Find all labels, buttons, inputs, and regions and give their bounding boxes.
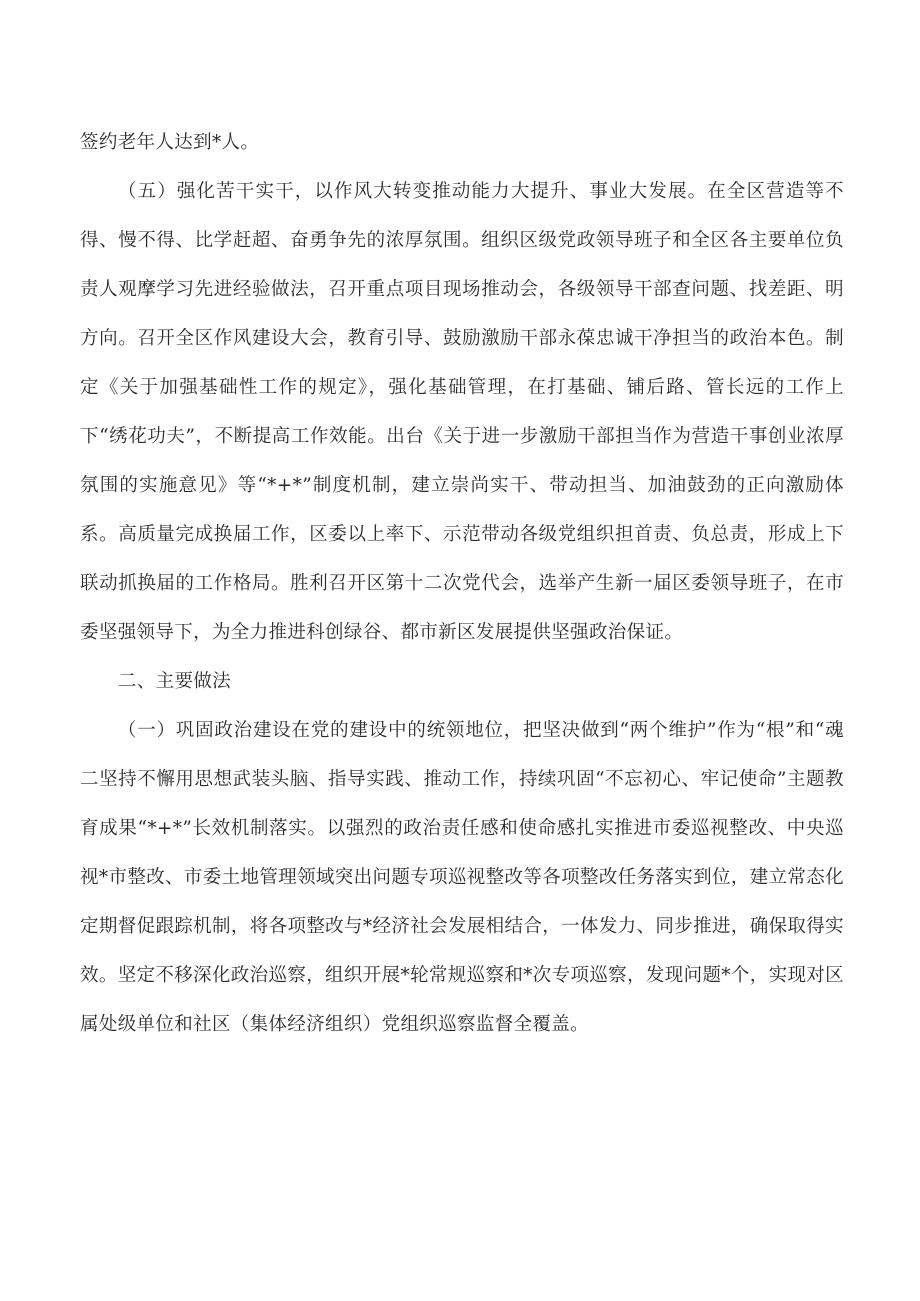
section-heading-main-practices: 二、主要做法 bbox=[117, 671, 232, 692]
document-body bbox=[80, 118, 844, 1049]
paragraph-continuation: 签约老年人达到*人。 bbox=[80, 132, 260, 153]
paragraph-section-five: （五）强化苦干实干，以作风大转变推动能力大提升、事业大发展。在全区营造等不得、慢不得、比学赶超、奋勇争先的浓厚氛围。组织区级党政领导班子和全区各主要单位负责人观摩学习先进经验做法，召开重点项目现场推动会，各级领导干部查问题、找差距、明方向。召开全区作风建设大会，教育引导、鼓励激励干部永葆忠诚干净担当的政治本色。制定《关于加强基础性工作的规定》，强化基础管理，在打基础、铺后路、管长远的工作上下“绣花功夫”，不断提高工作效能。出台《关于进一步激励干部担当作为营造干事创业浓厚氛围的实施意见》等“*+*”制度机制，建立崇尚实干、带动担当、加油鼓劲的正向激励体系。高质量完成换届工作，区委以上率下、示范带动各级党组织担首责、负总责，形成上下联动抓换届的工作格局。胜利召开区第十二次党代会，选举产生新一届区委领导班子，在市委坚强领导下，为全力推进科创绿谷、都市新区发展提供坚强政治保证。 bbox=[80, 181, 844, 643]
paragraph-section-one: （一）巩固政治建设在党的建设中的统领地位，把坚决做到“两个维护”作为“根”和“魂二坚持不懈用思想武装头脑、指导实践、推动工作，持续巩固“不忘初心、牢记使命”主题教育成果“*+*”长效机制落实。以强烈的政治责任感和使命感扎实推进市委巡视整改、中央巡视*市整改、市委土地管理领域突出问题专项巡视整改等各项整改任务落实到位，建立常态化定期督促跟踪机制，将各项整改与*经济社会发展相结合，一体发力、同步推进，确保取得实效。坚定不移深化政治巡察，组织开展*轮常规巡察和*次专项巡察，发现问题*个，实现对区属处级单位和社区（集体经济组织）党组织巡察监督全覆盖。 bbox=[80, 720, 844, 1035]
